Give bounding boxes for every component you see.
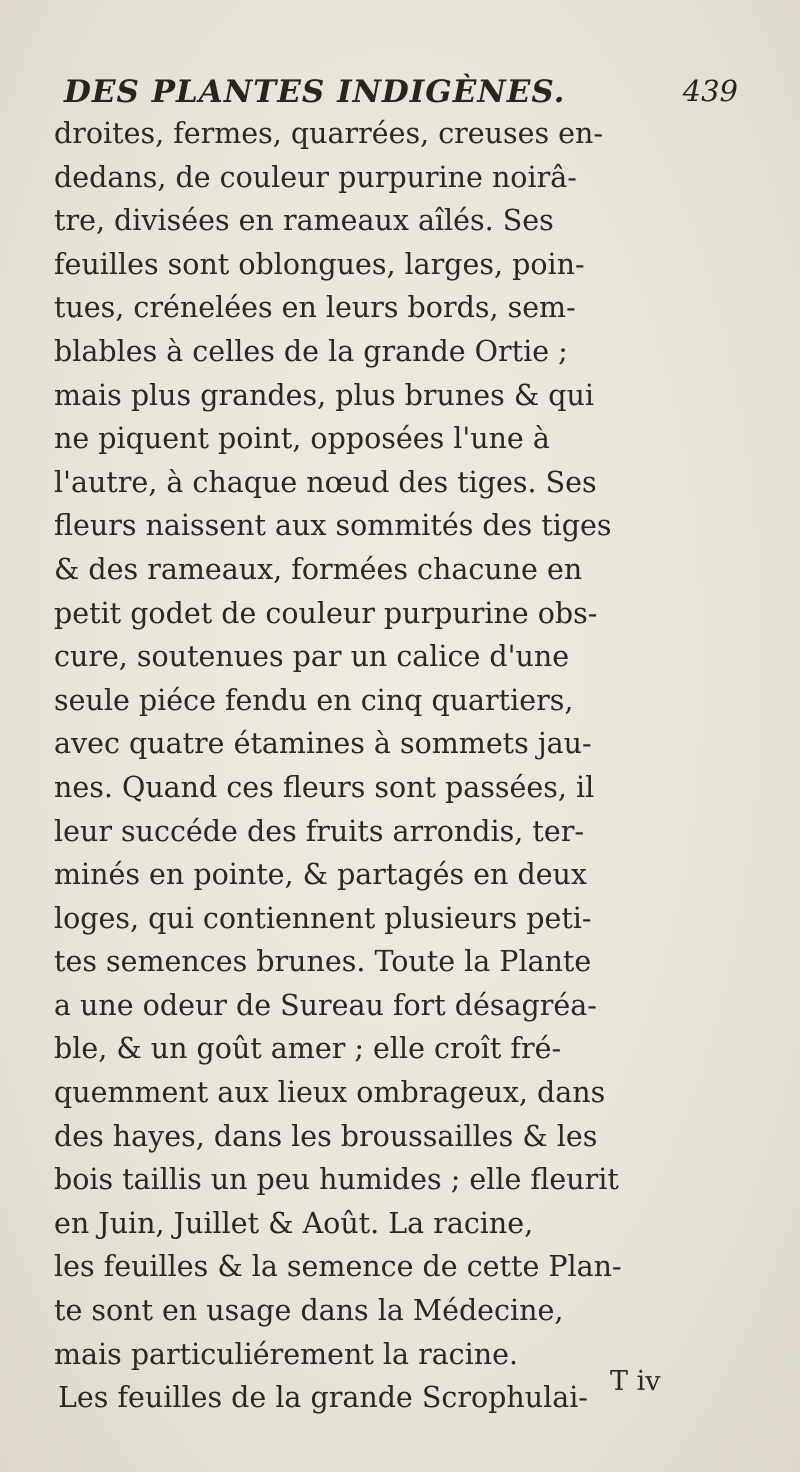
- text-line: & des rameaux, formées chacune en: [54, 552, 583, 586]
- text-line: mais particuliérement la racine.: [54, 1337, 519, 1371]
- running-head: [64, 70, 744, 116]
- text-line: des hayes, dans les broussailles & les: [54, 1119, 598, 1153]
- text-line: loges, qui contiennent plusieurs peti-: [54, 901, 592, 935]
- text-line: quemment aux lieux ombrageux, dans: [54, 1076, 606, 1110]
- text-line: petit godet de couleur purpurine obs-: [54, 596, 598, 630]
- text-line: feuilles sont oblongues, larges, poin-: [54, 247, 585, 281]
- text-line: les feuilles & la semence de cette Plan-: [54, 1250, 622, 1284]
- text-line: ble, & un goût amer ; elle croît fré-: [54, 1032, 562, 1066]
- text-line: leur succéde des fruits arrondis, ter-: [54, 814, 584, 848]
- body-text: [54, 112, 754, 1420]
- text-line: te sont en usage dans la Médecine,: [54, 1294, 564, 1328]
- text-line: tre, divisées en rameaux aîlés. Ses: [54, 204, 554, 238]
- signature-mark: T iv: [610, 1366, 661, 1397]
- running-title: DES PLANTES INDIGÈNES.: [64, 74, 566, 110]
- text-line: Les feuilles de la grande Scrophulai-: [58, 1381, 588, 1415]
- text-line: fleurs naissent aux sommités des tiges: [54, 509, 612, 543]
- text-line: en Juin, Juillet & Août. La racine,: [54, 1206, 534, 1240]
- text-line: cure, soutenues par un calice d'une: [54, 640, 570, 674]
- text-line: tues, crénelées en leurs bords, sem-: [54, 291, 576, 325]
- text-line: blables à celles de la grande Ortie ;: [54, 334, 568, 368]
- text-line: avec quatre étamines à sommets jau-: [54, 727, 592, 761]
- text-line: tes semences brunes. Toute la Plante: [54, 945, 592, 979]
- text-line: minés en pointe, & partagés en deux: [54, 858, 587, 892]
- text-line: nes. Quand ces fleurs sont passées, il: [54, 770, 595, 804]
- text-line: ne piquent point, opposées l'une à: [54, 422, 550, 456]
- text-line: a une odeur de Sureau fort désagréa-: [54, 988, 597, 1022]
- text-line: bois taillis un peu humides ; elle fleurit: [54, 1163, 619, 1197]
- text-line: droites, fermes, quarrées, creuses en-: [54, 117, 604, 150]
- text-line: mais plus grandes, plus brunes & qui: [54, 378, 594, 412]
- text-line: seule piéce fendu en cinq quartiers,: [54, 683, 574, 717]
- page-number: 439: [682, 74, 738, 108]
- text-line: dedans, de couleur purpurine noirâ-: [54, 160, 577, 194]
- text-line: l'autre, à chaque nœud des tiges. Ses: [54, 465, 597, 499]
